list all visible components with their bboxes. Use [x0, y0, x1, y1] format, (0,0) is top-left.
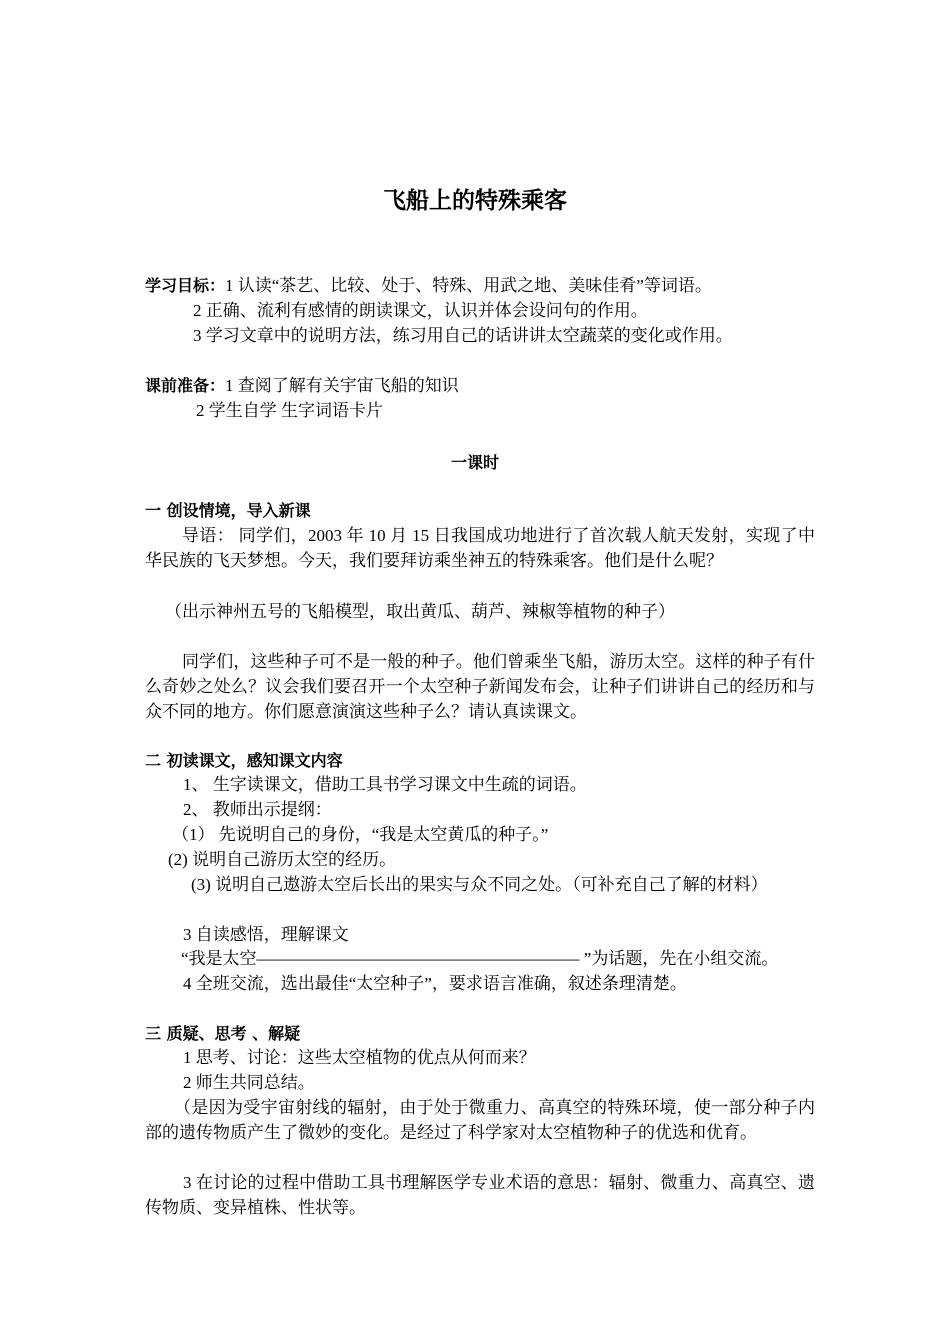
- objective-item: 3 学习文章中的说明方法，练习用自己的话讲讲太空蔬菜的变化或作用。: [193, 326, 733, 345]
- section-3-answer: （是因为受宇宙射线的辐射，由于处于微重力、高真空的特殊环境，使一部分种子内部的遗传物质产生了微妙的变化。是经过了科学家对太空植物种子的优选和优育。: [145, 1098, 815, 1142]
- section-3-question-1: 1 思考、讨论：这些太空植物的优点从何而来？: [183, 1048, 536, 1067]
- objective-item: 2 正确、流利有感情的朗读课文，认识并体会设问句的作用。: [193, 301, 648, 320]
- section-2-topic: “我是太空——————————————————— ”为话题，先在小组交流。: [181, 949, 779, 968]
- lesson-heading: 一课时: [450, 453, 499, 472]
- section-1-heading: 一 创设情境，导入新课: [145, 501, 311, 520]
- objective-item: 1 认读“茶艺、比较、处于、特殊、用武之地、美味佳肴”等词语。: [225, 276, 712, 295]
- preparation-item: 1 查阅了解有关宇宙飞船的知识: [225, 376, 459, 395]
- objectives-label: 学习目标：: [145, 276, 226, 295]
- section-1-paragraph: 同学们，这些种子可不是一般的种子。他们曾乘坐飞船，游历太空。这样的种子有什么奇妙之处么？议会我们要召开一个太空种子新闻发布会，让种子们讲讲自己的经历和与众不同的地方。你们愿意演演这些种子么？请认真读课文。: [145, 652, 815, 721]
- section-3-heading: 三 质疑、思考 、解疑: [145, 1024, 301, 1043]
- preparation-item: 2 学生自学 生字词语卡片: [196, 401, 383, 420]
- section-1-show: （出示神州五号的飞船模型，取出黄瓜、葫芦、辣椒等植物的种子）: [165, 602, 675, 621]
- section-2-step-2: 2、 教师出示提纲：: [183, 800, 332, 819]
- preparation-label: 课前准备：: [145, 376, 226, 395]
- section-2-outline-1: （1） 先说明自己的身份，“我是太空黄瓜的种子。”: [172, 825, 549, 844]
- section-2-heading: 二 初读课文，感知课文内容: [145, 751, 343, 770]
- section-2-outline-2: (2) 说明自己游历太空的经历。: [168, 850, 397, 869]
- section-2-step-1: 1、 生字读课文，借助工具书学习课文中生疏的词语。: [183, 775, 587, 794]
- section-3-question-2: 2 师生共同总结。: [183, 1073, 315, 1092]
- section-2-outline-3: (3) 说明自己遨游太空后长出的果实与众不同之处。（可补充自己了解的材料）: [191, 875, 768, 894]
- page-title: 飞船上的特殊乘客: [383, 188, 567, 214]
- section-2-step-3: 3 自读感悟，理解课文: [183, 925, 349, 944]
- section-3-question-3: 3 在讨论的过程中借助工具书理解医学专业术语的意思：辐射、微重力、高真空、遗传物质、变异植株、性状等。: [145, 1173, 815, 1217]
- section-2-step-4: 4 全班交流，选出最佳“太空种子”，要求语言准确，叙述条理清楚。: [183, 974, 687, 993]
- preparation-line-1: [145, 373, 815, 398]
- objectives-line-1: [145, 273, 815, 298]
- section-1-intro: 导语： 同学们，2003 年 10 月 15 日我国成功地进行了首次载人航天发射，实现了中华民族的飞天梦想。今天，我们要拜访乘坐神五的特殊乘客。他们是什么呢？: [145, 526, 815, 570]
